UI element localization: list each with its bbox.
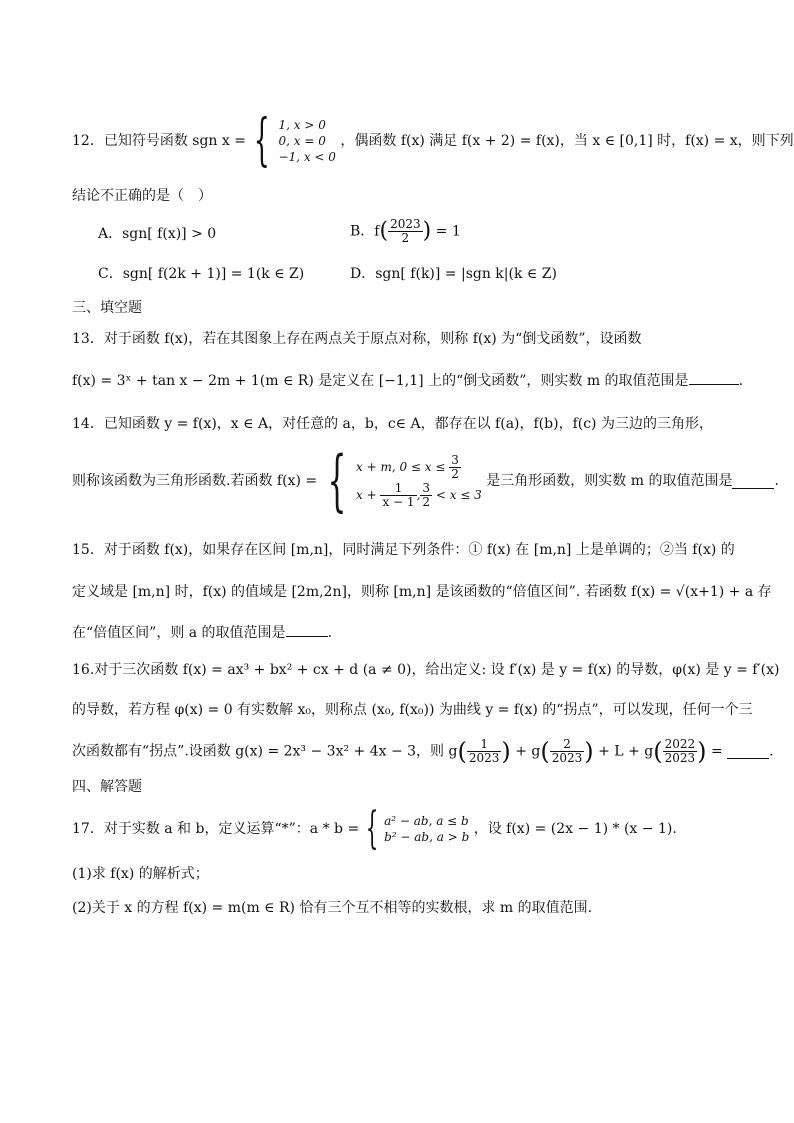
q16-answer-blank	[727, 744, 769, 759]
q15-answer-blank	[286, 622, 328, 637]
q15-line1: 15．对于函数 f(x)，如果存在区间 [m,n]，同时满足下列条件：① f(x) 在 [m,n] 上是单调的；②当 f(x) 的	[72, 542, 735, 558]
q14-line2-prefix: 则称该函数为三角形函数.若函数 f(x) =	[72, 473, 318, 489]
q14-line1: 14．已知函数 y = f(x)，x ∈ A，对任意的 a，b，c∈ A，都存在以 f(a)，f(b)，f(c) 为三边的三角形，	[72, 416, 713, 432]
q12-option-b-frac: $\frac{2023}{2}$	[390, 217, 421, 245]
q12-case-1: 1, x > 0	[278, 118, 326, 132]
q17-suffix: ，设 f(x) = (2x − 1) * (x − 1).	[473, 821, 677, 837]
q17-part-1: (1)求 f(x) 的解析式；	[72, 866, 209, 882]
q16-line1: 16.对于三次函数 f(x) = ax³ + bx² + cx + d (a ≠ 0)，给出定义: 设 f′(x) 是 y = f(x) 的导数，φ(x) 是 y = f′(x)	[72, 662, 780, 678]
q17-prefix: 17．对于实数 a 和 b，定义运算“*”：a * b =	[72, 821, 360, 837]
q13-line1: 13．对于函数 f(x)，若在其图象上存在两点关于原点对称，则称 f(x) 为“倒戈函数”，设函数	[72, 331, 642, 347]
q16-line3-prefix: 次函数都有“拐点”.设函数 g(x) = 2x³ − 3x² + 4x − 3，则 g	[72, 743, 458, 760]
q13-answer-blank	[689, 370, 739, 385]
q14-case-2: x + $\frac{1}{x - 1}$ , $\frac{3}{2}$ < x ≤ 3	[356, 481, 482, 509]
q15-line3-text: 在“倍值区间”，则 a 的取值范围是	[72, 625, 286, 641]
section-answer-title: 四、解答题	[72, 779, 142, 795]
q17-brace: {	[365, 803, 378, 854]
q14-line2: 则称该函数为三角形函数.若函数 f(x) = { x + m, 0 ≤ x ≤ $\frac{3}{2}$ x + $\frac{1}{x - 1}$ , $\frac{3}{2}$ < x ≤ 3 是三角形函数，则实数 m 的取值范围是 .	[72, 442, 779, 519]
q12-suffix: ，偶函数 f(x) 满足 f(x + 2) = f(x)，当 x ∈ [0,1] 时，f(x) = x，则下列	[340, 133, 794, 149]
q17-part-2: (2)关于 x 的方程 f(x) = m(m ∈ R) 恰有三个互不相等的实数根，求 m 的取值范围.	[72, 900, 593, 916]
q12-line2: 结论不正确的是（ ）	[72, 188, 212, 204]
q12-case-2: 0, x = 0	[278, 134, 326, 148]
q15-line2: 定义域是 [m,n] 时，f(x) 的值域是 [2m,2n]，则称 [m,n] 是该函数的“倍值区间”. 若函数 f(x) = √(x+1) + a 存	[72, 584, 772, 600]
q12-case-3: −1, x < 0	[278, 150, 336, 164]
q14-answer-blank	[732, 474, 774, 489]
q14-line2-suffix: 是三角形函数，则实数 m 的取值范围是	[486, 473, 733, 489]
q12-option-a: A．sgn[ f(x)] > 0	[98, 226, 217, 242]
q14-cases	[356, 453, 482, 509]
q12-brace: {	[254, 108, 271, 173]
q12-option-b-suffix: = 1	[431, 223, 461, 240]
q13-line2: f(x) = 3ˣ + tan x − 2m + 1(m ∈ R) 是定义在 [−1,1] 上的“倒戈函数”，则实数 m 的取值范围是 .	[72, 370, 743, 391]
q16-frac-3: $\frac{2022}{2023}$	[664, 737, 696, 765]
q12-option-c: C．sgn[ f(2k + 1)] = 1(k ∈ Z)	[98, 266, 305, 282]
q12-cases	[279, 117, 336, 165]
q12-prefix: 12．已知符号函数 sgn x =	[72, 133, 246, 149]
q16-frac-2: $\frac{2}{2023}$	[551, 737, 583, 765]
q12-option-b: B．f( $\frac{2023}{2}$ ) = 1	[350, 217, 461, 245]
q12-option-d: D．sgn[ f(k)] = |sgn k|(k ∈ Z)	[350, 266, 557, 282]
q16-line3: 次函数都有“拐点”.设函数 g(x) = 2x³ − 3x² + 4x − 3，则 g( $\frac{1}{2023}$ ) + g( $\frac{2}{2023}$ ) + L + g( $\frac{2022}{2023}$ ) = .	[72, 737, 774, 766]
q15-line3: 在“倍值区间”，则 a 的取值范围是 .	[72, 622, 332, 643]
q12-option-b-prefix: B．f	[350, 223, 380, 240]
q17-case-2: b² − ab, a > b	[384, 830, 470, 844]
q14-case-1: x + m, 0 ≤ x ≤ $\frac{3}{2}$	[356, 453, 459, 481]
q17-line1	[72, 803, 677, 854]
q17-cases	[384, 813, 469, 845]
q12-line1	[72, 108, 794, 173]
q17-case-1: a² − ab, a ≤ b	[384, 814, 469, 828]
q16-frac-1: $\frac{1}{2023}$	[468, 737, 500, 765]
q13-line2-text: f(x) = 3ˣ + tan x − 2m + 1(m ∈ R) 是定义在 [−1,1] 上的“倒戈函数”，则实数 m 的取值范围是	[72, 373, 689, 389]
section-fill-in-title: 三、填空题	[72, 300, 142, 316]
q16-line2: 的导数，若方程 φ(x) = 0 有实数解 x₀，则称点 (x₀, f(x₀)) 为曲线 y = f(x) 的“拐点”，可以发现，任何一个三	[72, 702, 753, 718]
q14-brace: {	[327, 442, 346, 519]
